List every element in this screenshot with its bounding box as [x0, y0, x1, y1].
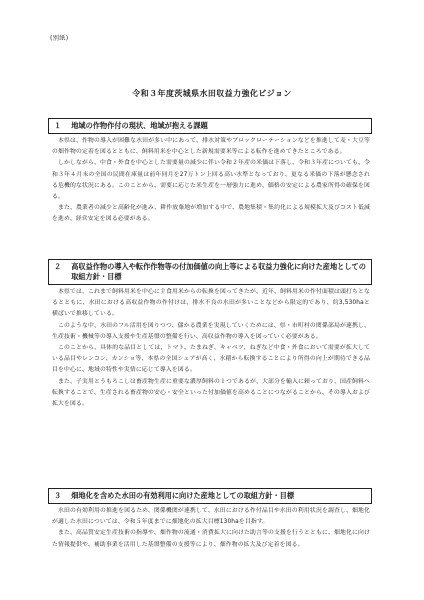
paragraph: また、農業者の減少と高齢化が進み、耕作放棄地が増加する中で、農地集積・集約化による規模拡大及びコスト低減を進め、経営安定を図る必要がある。: [52, 205, 370, 223]
section-3: [48, 488, 372, 551]
section-number: １: [54, 121, 62, 130]
section-heading: [48, 259, 372, 285]
section-number: ２: [54, 262, 62, 271]
section-body: [48, 504, 372, 551]
paragraph: 本県は、作物の導入が困難な水田が多い中にあって、排水対策やブロックローテーションなどを推進して麦・大豆等の畑作物の定着を図るとともに、飼料用米を中心とした新規需要米等による転作を進めてきたところである。: [52, 138, 370, 156]
section-1: [48, 118, 372, 226]
section-heading-text: 地域の作物作付の現状、地域が抱える課題: [71, 121, 208, 130]
section-heading-text: 高収益作物の導入や転作作物等の付加価値の向上等による収益力強化に向けた産地としての取組方針・目標: [71, 262, 366, 281]
section-number: ３: [54, 491, 62, 500]
paragraph: 本県では、これまで飼料用米を中心に主食用米からの転換を図ってきたが、近年、飼料用米の作付面積は頭打ちとなるとともに、水田における高収益作物の作付けは、排水不良の水田が多いことなどから限定的であり、約3,530haと横ばいで推移している。: [52, 289, 370, 318]
paragraph: このことから、具体的な品目としては、トマト、たまねぎ、キャベツ、ねぎなど中食・外食において需要が拡大している品目やレンコン、カンショ等、本県の全国シェアが高く、水稲から転換することにより所得の向上が期待できる品目を中心に、地域の特性や実情に応じて導入を図る。: [52, 345, 370, 374]
section-heading: [48, 488, 372, 504]
paragraph: しかしながら、中食・外食を中心とした需要量の減少に伴い令和２年産の米価は下落し、令和３年産についても、令和３年４月末の全国の民間在庫量は前年同月を27万トン上回る高い水準となっており、更なる米価の下落が懸念される危機的な状況にある。このことから、需要に応じた米生産を一層強力に進め、価格の安定による農家所得の確保を図る。: [52, 160, 370, 201]
paragraph: このような中、水田のフル活用を図りつつ、儲かる農業を実現していくためには、県・市町村の関係部局が連携し、生産技術・機械等の導入支援や生産基盤の整備を行い、高収益作物の導入を図っていく必要がある。: [52, 322, 370, 340]
attachment-tag: (別紙): [50, 35, 69, 42]
section-heading-text: 畑地化を含めた水田の有効利用に向けた産地としての取組方針・目標: [71, 491, 295, 500]
document-title: 令和３年度茨城県水田収益力強化ビジョン: [132, 89, 292, 98]
section-2: [48, 259, 372, 410]
paragraph: 水田の有効利用の推進を図るため、関係機関が連携して、水田における作付品目や水田の利用状況を調査し、畑地化が適した水田については、令和５年度までに畑地化の拡大目標130haを目指す。: [52, 508, 370, 526]
section-body: [48, 134, 372, 226]
section-body: [48, 285, 372, 410]
paragraph: また、高品質安定生産技術の指導や、畑作物の流通・消費拡大に向けた助言等の支援を行うとともに、畑地化に向けた情報提供や、補助事業を活用した基盤整備の支援等により、畑作物の拡大及び定着を図る。: [52, 530, 370, 548]
paragraph: また、子実用とうもろこしは畜産物生産に重要な濃厚飼料の１つであるが、大部分を輸入に頼っており、国産飼料へ転換することで、生産される畜産物の安心・安全といった付加価値を高めることにつながることから、その導入および拡大を図る。: [52, 378, 370, 408]
section-heading: [48, 118, 372, 134]
